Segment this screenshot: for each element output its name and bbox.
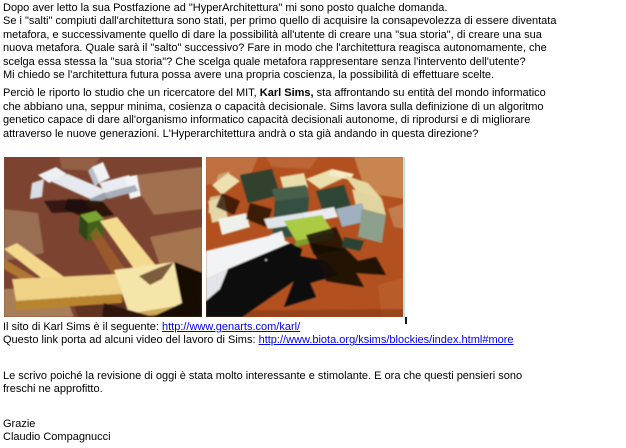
text-line: che abbiano una, seppur minima, cosienza o capacità decisionale. Sims lavora sulla definizione di un algoritmo xyxy=(3,100,544,113)
text-segment: Perciò le riporto lo studio che un ricercatore del MIT, xyxy=(3,87,260,100)
signature-name: Claudio Compagnucci xyxy=(3,431,111,444)
text-line: metafora, e successivamente quello di dare la possibilità all'utente di creare una "sua storia", di creare una sua xyxy=(3,28,542,41)
paragraph-karl-sims xyxy=(3,87,624,141)
paragraph-intro xyxy=(3,2,624,82)
text-segment: sta affrontando su entità del mondo informatico xyxy=(313,87,546,100)
text-line: scelga essa stessa la "sua storia"? Che scelga quale metafora rappresentare senza l'intervento dell'utente? xyxy=(3,55,526,68)
text-line: Le scrivo poiché la revisione di oggi è stata molto interessante e stimolante. E ora che questi pensieri sono xyxy=(3,369,523,382)
text-line xyxy=(3,334,624,347)
karl-sims-name: Karl Sims, xyxy=(259,87,314,100)
link-label: Questo link porta ad alcuni video del lavoro di Sims: xyxy=(3,334,259,347)
closing-paragraph xyxy=(3,370,624,397)
blockies-render-1 xyxy=(4,157,202,317)
text-line: freschi ne approfitto. xyxy=(3,383,103,396)
blockies-render-2 xyxy=(206,157,405,317)
image-link-border xyxy=(403,157,405,317)
blockies-image-right[interactable] xyxy=(206,157,405,317)
text-line xyxy=(3,321,624,334)
signature xyxy=(3,418,624,445)
text-line: genetico capace di dare all'organismo informatico capacità decisionali autonome, di riprodursi e di migliorare xyxy=(3,114,531,127)
text-line: Mi chiedo se l'architettura futura possa avere una propria coscienza, la possibilità di effettuare scelte. xyxy=(3,69,495,82)
biota-blockies-link[interactable]: http://www.biota.org/ksims/blockies/index.html#more xyxy=(258,334,514,347)
text-caret xyxy=(405,317,407,324)
signature-thanks: Grazie xyxy=(3,417,36,430)
text-line: Dopo aver letto la sua Postfazione ad "HyperArchitettura" mi sono posto qualche domanda. xyxy=(3,2,448,14)
blockies-image-left xyxy=(4,157,202,317)
figures-row xyxy=(4,157,624,317)
links-section xyxy=(3,321,624,348)
text-line: nuova metafora. Quale sarà il "salto" successivo? Fare in modo che l'architettura reagisca autonomamente, che xyxy=(3,42,547,55)
text-line xyxy=(3,87,624,100)
genarts-link[interactable]: http://www.genarts.com/karl/ xyxy=(161,321,301,334)
text-line: attraverso le nuove generazioni. L'Hyperarchitettura andrà o sta già andando in questa direzione? xyxy=(3,127,479,140)
link-label: Il sito di Karl Sims è il seguente: xyxy=(3,321,162,334)
text-line: Se i "salti" compiuti dall'architettura sono stati, per primo quello di acquisire la consapevolezza di essere diventata xyxy=(3,15,557,28)
